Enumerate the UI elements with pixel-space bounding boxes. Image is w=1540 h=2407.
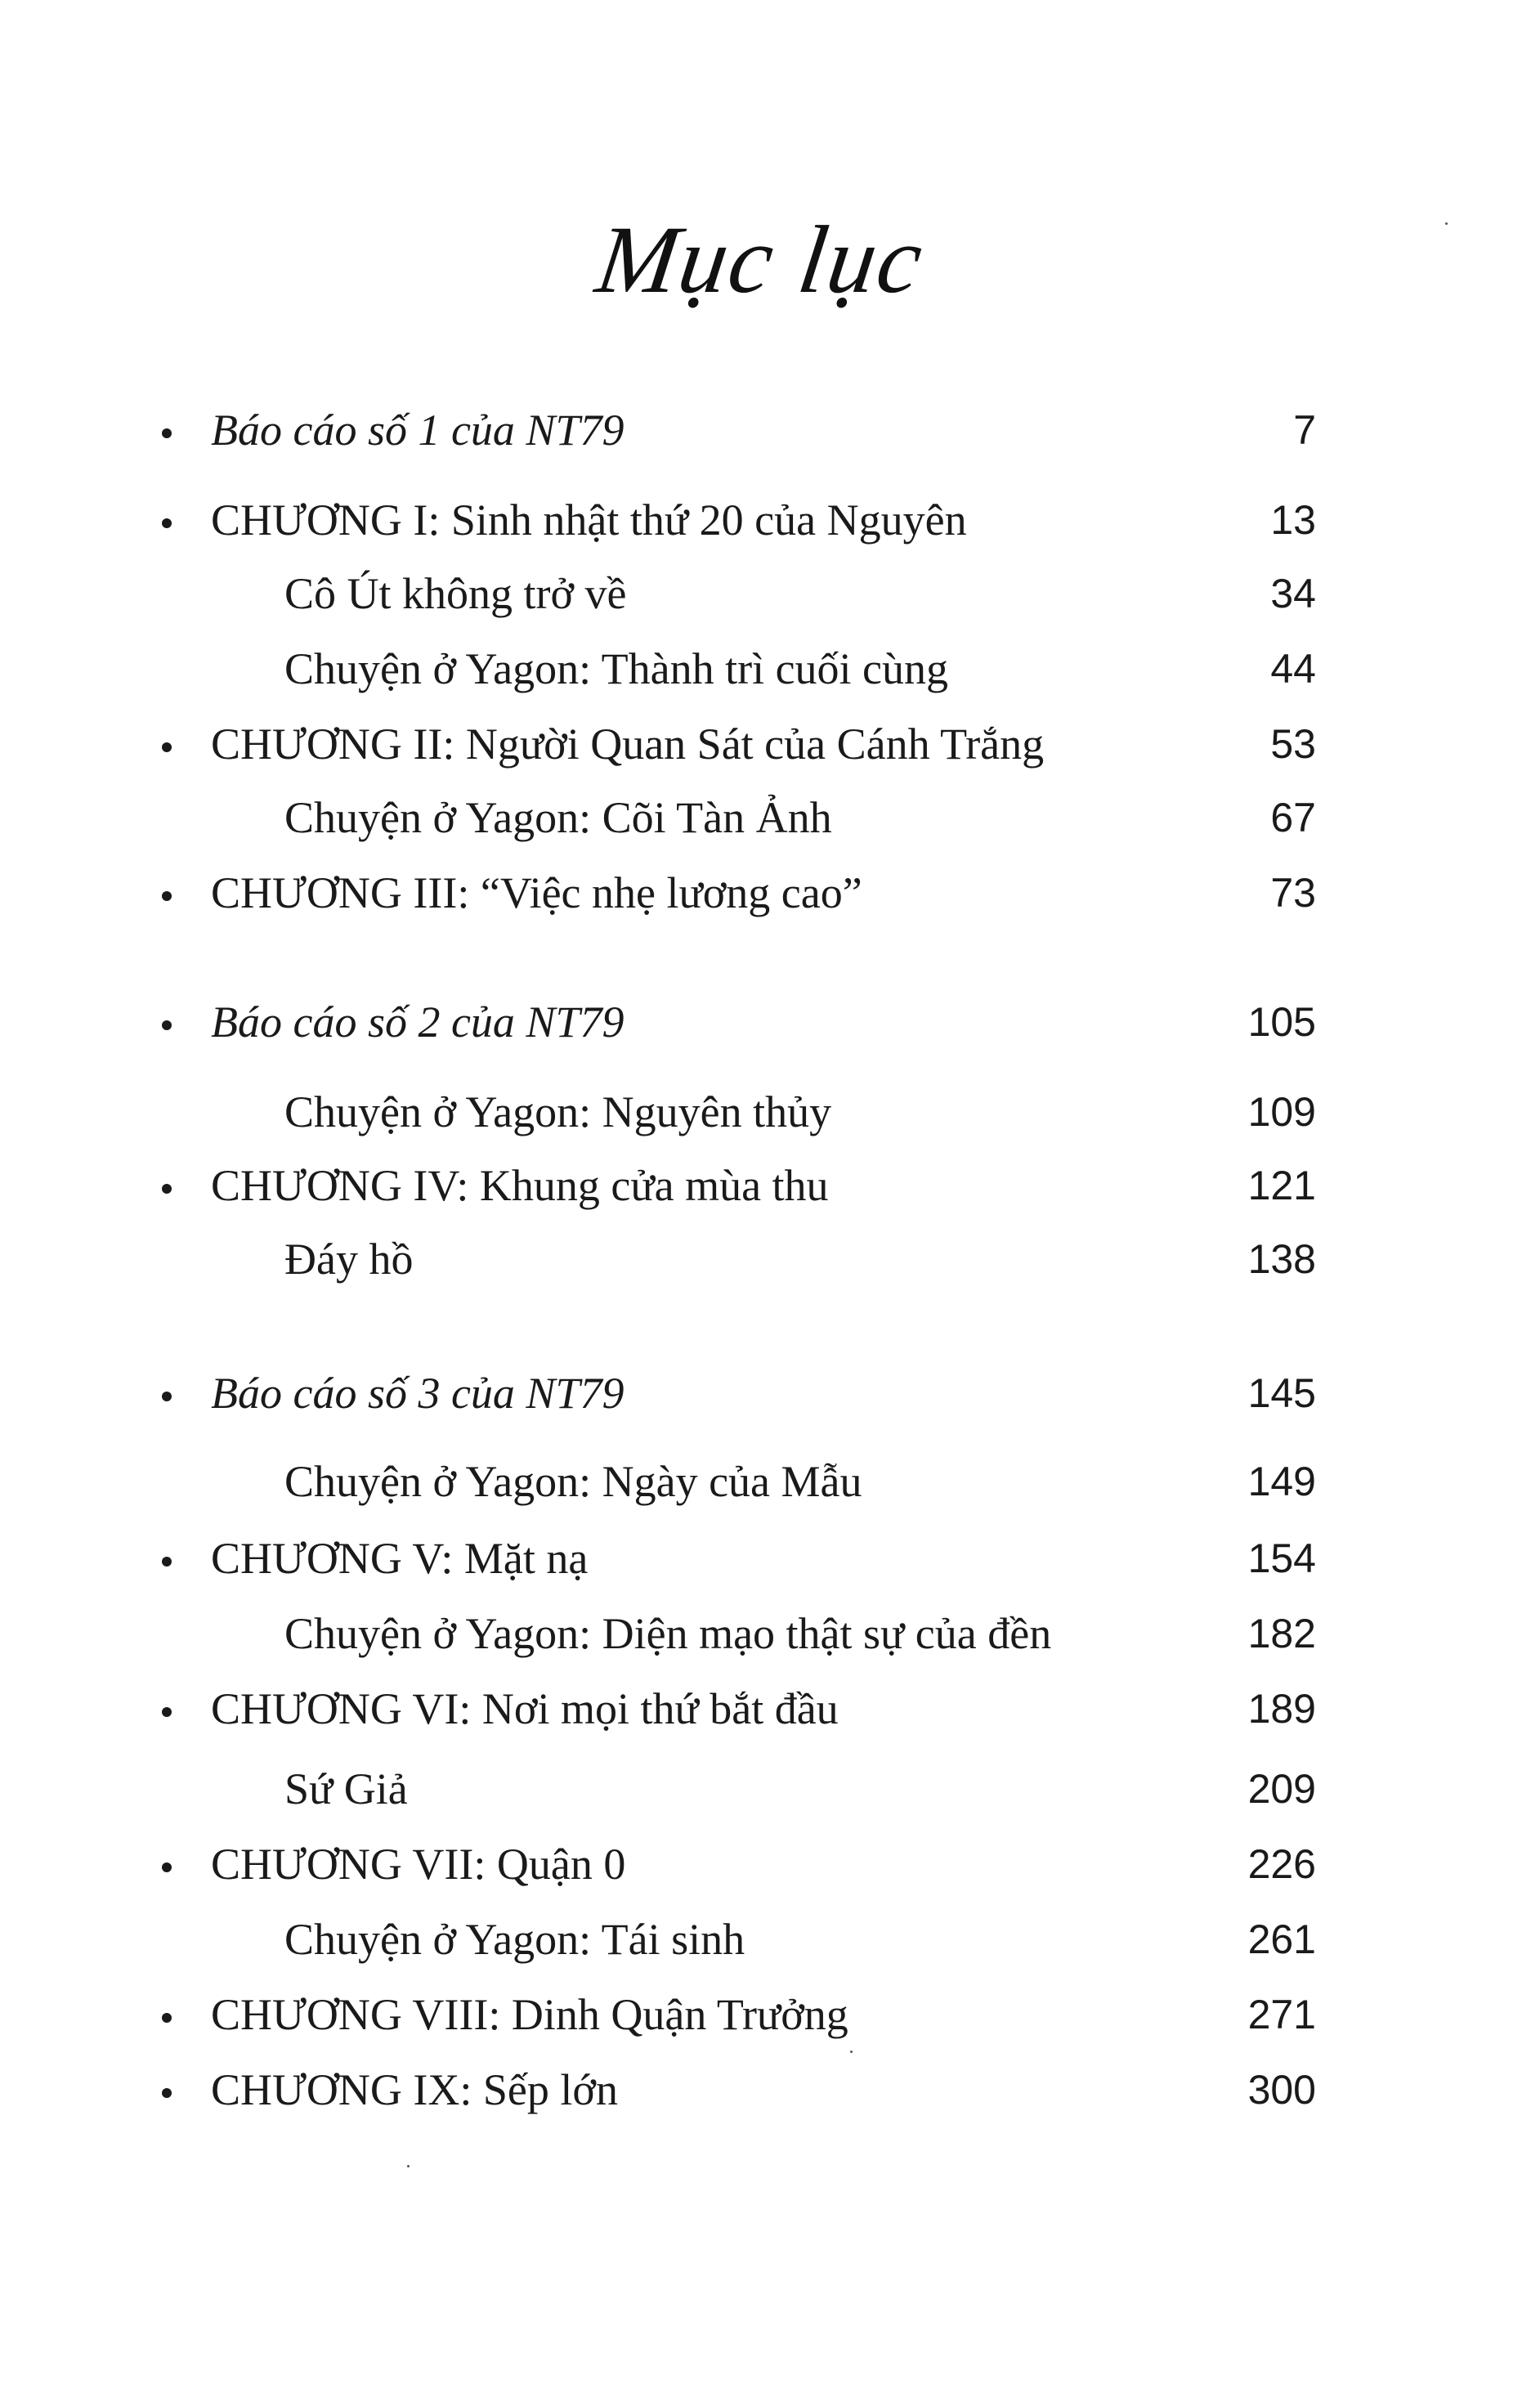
toc-entry-page: 209 (1247, 1766, 1316, 1812)
toc-entry-label: Chuyện ở Yagon: Tái sinh (284, 1915, 745, 1964)
toc-entry-page: 154 (1247, 1535, 1316, 1581)
bullet-icon (162, 2088, 172, 2098)
toc-entry-chapter-2 (0, 711, 1540, 777)
bullet-icon (162, 1392, 172, 1401)
toc-subentry (0, 1226, 1540, 1292)
toc-entry-chapter-9 (0, 2057, 1540, 2122)
toc-entry-chapter-3 (0, 860, 1540, 926)
toc-entry-label: Chuyện ở Yagon: Cõi Tàn Ảnh (284, 793, 832, 842)
toc-entry-label: Đáy hồ (284, 1235, 414, 1284)
toc-entry-label: Báo cáo số 2 của NT79 (211, 997, 625, 1047)
toc-entry-page: 67 (1270, 795, 1316, 840)
page-title: Mục lục (590, 206, 930, 313)
toc-entry-page: 261 (1247, 1916, 1316, 1962)
toc-entry-page: 121 (1247, 1163, 1316, 1208)
toc-entry-page: 105 (1247, 999, 1316, 1045)
bullet-icon (162, 1184, 172, 1194)
toc-entry-label: CHƯƠNG VII: Quận 0 (211, 1840, 626, 1889)
toc-entry-chapter-8 (0, 1982, 1540, 2047)
toc-entry-page: 182 (1247, 1611, 1316, 1656)
toc-entry-page: 226 (1247, 1841, 1316, 1887)
toc-entry-label: Sứ Giả (284, 1764, 408, 1813)
toc-entry-page: 53 (1270, 721, 1316, 767)
toc-entry-page: 73 (1270, 870, 1316, 916)
toc-entry-label: Chuyện ở Yagon: Diện mạo thật sự của đền (284, 1609, 1052, 1658)
toc-entry-label: CHƯƠNG I: Sinh nhật thứ 20 của Nguyên (211, 495, 967, 545)
scan-speck (407, 2165, 410, 2167)
toc-entry-chapter-4 (0, 1153, 1540, 1218)
toc-entry-label: CHƯƠNG VIII: Dinh Quận Trưởng (211, 1990, 848, 2039)
toc-entry-page: 109 (1247, 1089, 1316, 1135)
toc-entry-report-1 (0, 397, 1540, 463)
toc-subentry (0, 1756, 1540, 1822)
toc-entry-page: 300 (1247, 2067, 1316, 2113)
toc-entry-label: Chuyện ở Yagon: Thành trì cuối cùng (284, 644, 949, 693)
scan-speck (1445, 222, 1448, 225)
toc-entry-label: CHƯƠNG IX: Sếp lớn (211, 2065, 618, 2114)
bullet-icon (162, 518, 172, 528)
toc-entry-page: 7 (1293, 407, 1316, 453)
toc-entry-label: Báo cáo số 3 của NT79 (211, 1369, 625, 1418)
toc-entry-page: 271 (1247, 1992, 1316, 2037)
bullet-icon (162, 1557, 172, 1567)
scan-speck (850, 2051, 853, 2053)
toc-entry-page: 13 (1270, 497, 1316, 543)
toc-entry-label: CHƯƠNG IV: Khung cửa mùa thu (211, 1161, 829, 1210)
bullet-icon (162, 891, 172, 901)
toc-entry-page: 189 (1247, 1686, 1316, 1732)
toc-entry-label: Chuyện ở Yagon: Nguyên thủy (284, 1087, 832, 1136)
toc-entry-chapter-7 (0, 1831, 1540, 1897)
bullet-icon (162, 428, 172, 438)
toc-entry-chapter-1 (0, 487, 1540, 553)
toc-entry-label: Chuyện ở Yagon: Ngày của Mẫu (284, 1457, 862, 1506)
toc-subentry (0, 636, 1540, 701)
toc-entry-label: Cô Út không trở về (284, 569, 627, 618)
toc-entry-chapter-5 (0, 1526, 1540, 1591)
toc-entry-label: CHƯƠNG VI: Nơi mọi thứ bắt đầu (211, 1684, 839, 1733)
toc-subentry (0, 1079, 1540, 1145)
toc-entry-label: CHƯƠNG II: Người Quan Sát của Cánh Trắng (211, 719, 1045, 769)
toc-entry-chapter-6 (0, 1676, 1540, 1741)
toc-entry-report-3 (0, 1360, 1540, 1426)
toc-entry-page: 34 (1270, 571, 1316, 616)
toc-entry-label: CHƯƠNG V: Mặt nạ (211, 1534, 589, 1583)
toc-subentry (0, 1449, 1540, 1514)
toc-subentry (0, 1601, 1540, 1666)
toc-subentry (0, 1907, 1540, 1972)
bullet-icon (162, 742, 172, 752)
bullet-icon (162, 1862, 172, 1872)
bullet-icon (162, 1020, 172, 1030)
toc-entry-page: 145 (1247, 1370, 1316, 1416)
toc-entry-label: Báo cáo số 1 của NT79 (211, 406, 625, 455)
bullet-icon (162, 2013, 172, 2023)
toc-entry-page: 44 (1270, 646, 1316, 692)
toc-entry-label: CHƯƠNG III: “Việc nhẹ lương cao” (211, 868, 862, 917)
toc-entry-report-2 (0, 989, 1540, 1055)
toc-subentry (0, 561, 1540, 626)
bullet-icon (162, 1707, 172, 1717)
toc-subentry (0, 785, 1540, 850)
toc-entry-page: 138 (1247, 1236, 1316, 1282)
toc-entry-page: 149 (1247, 1459, 1316, 1504)
